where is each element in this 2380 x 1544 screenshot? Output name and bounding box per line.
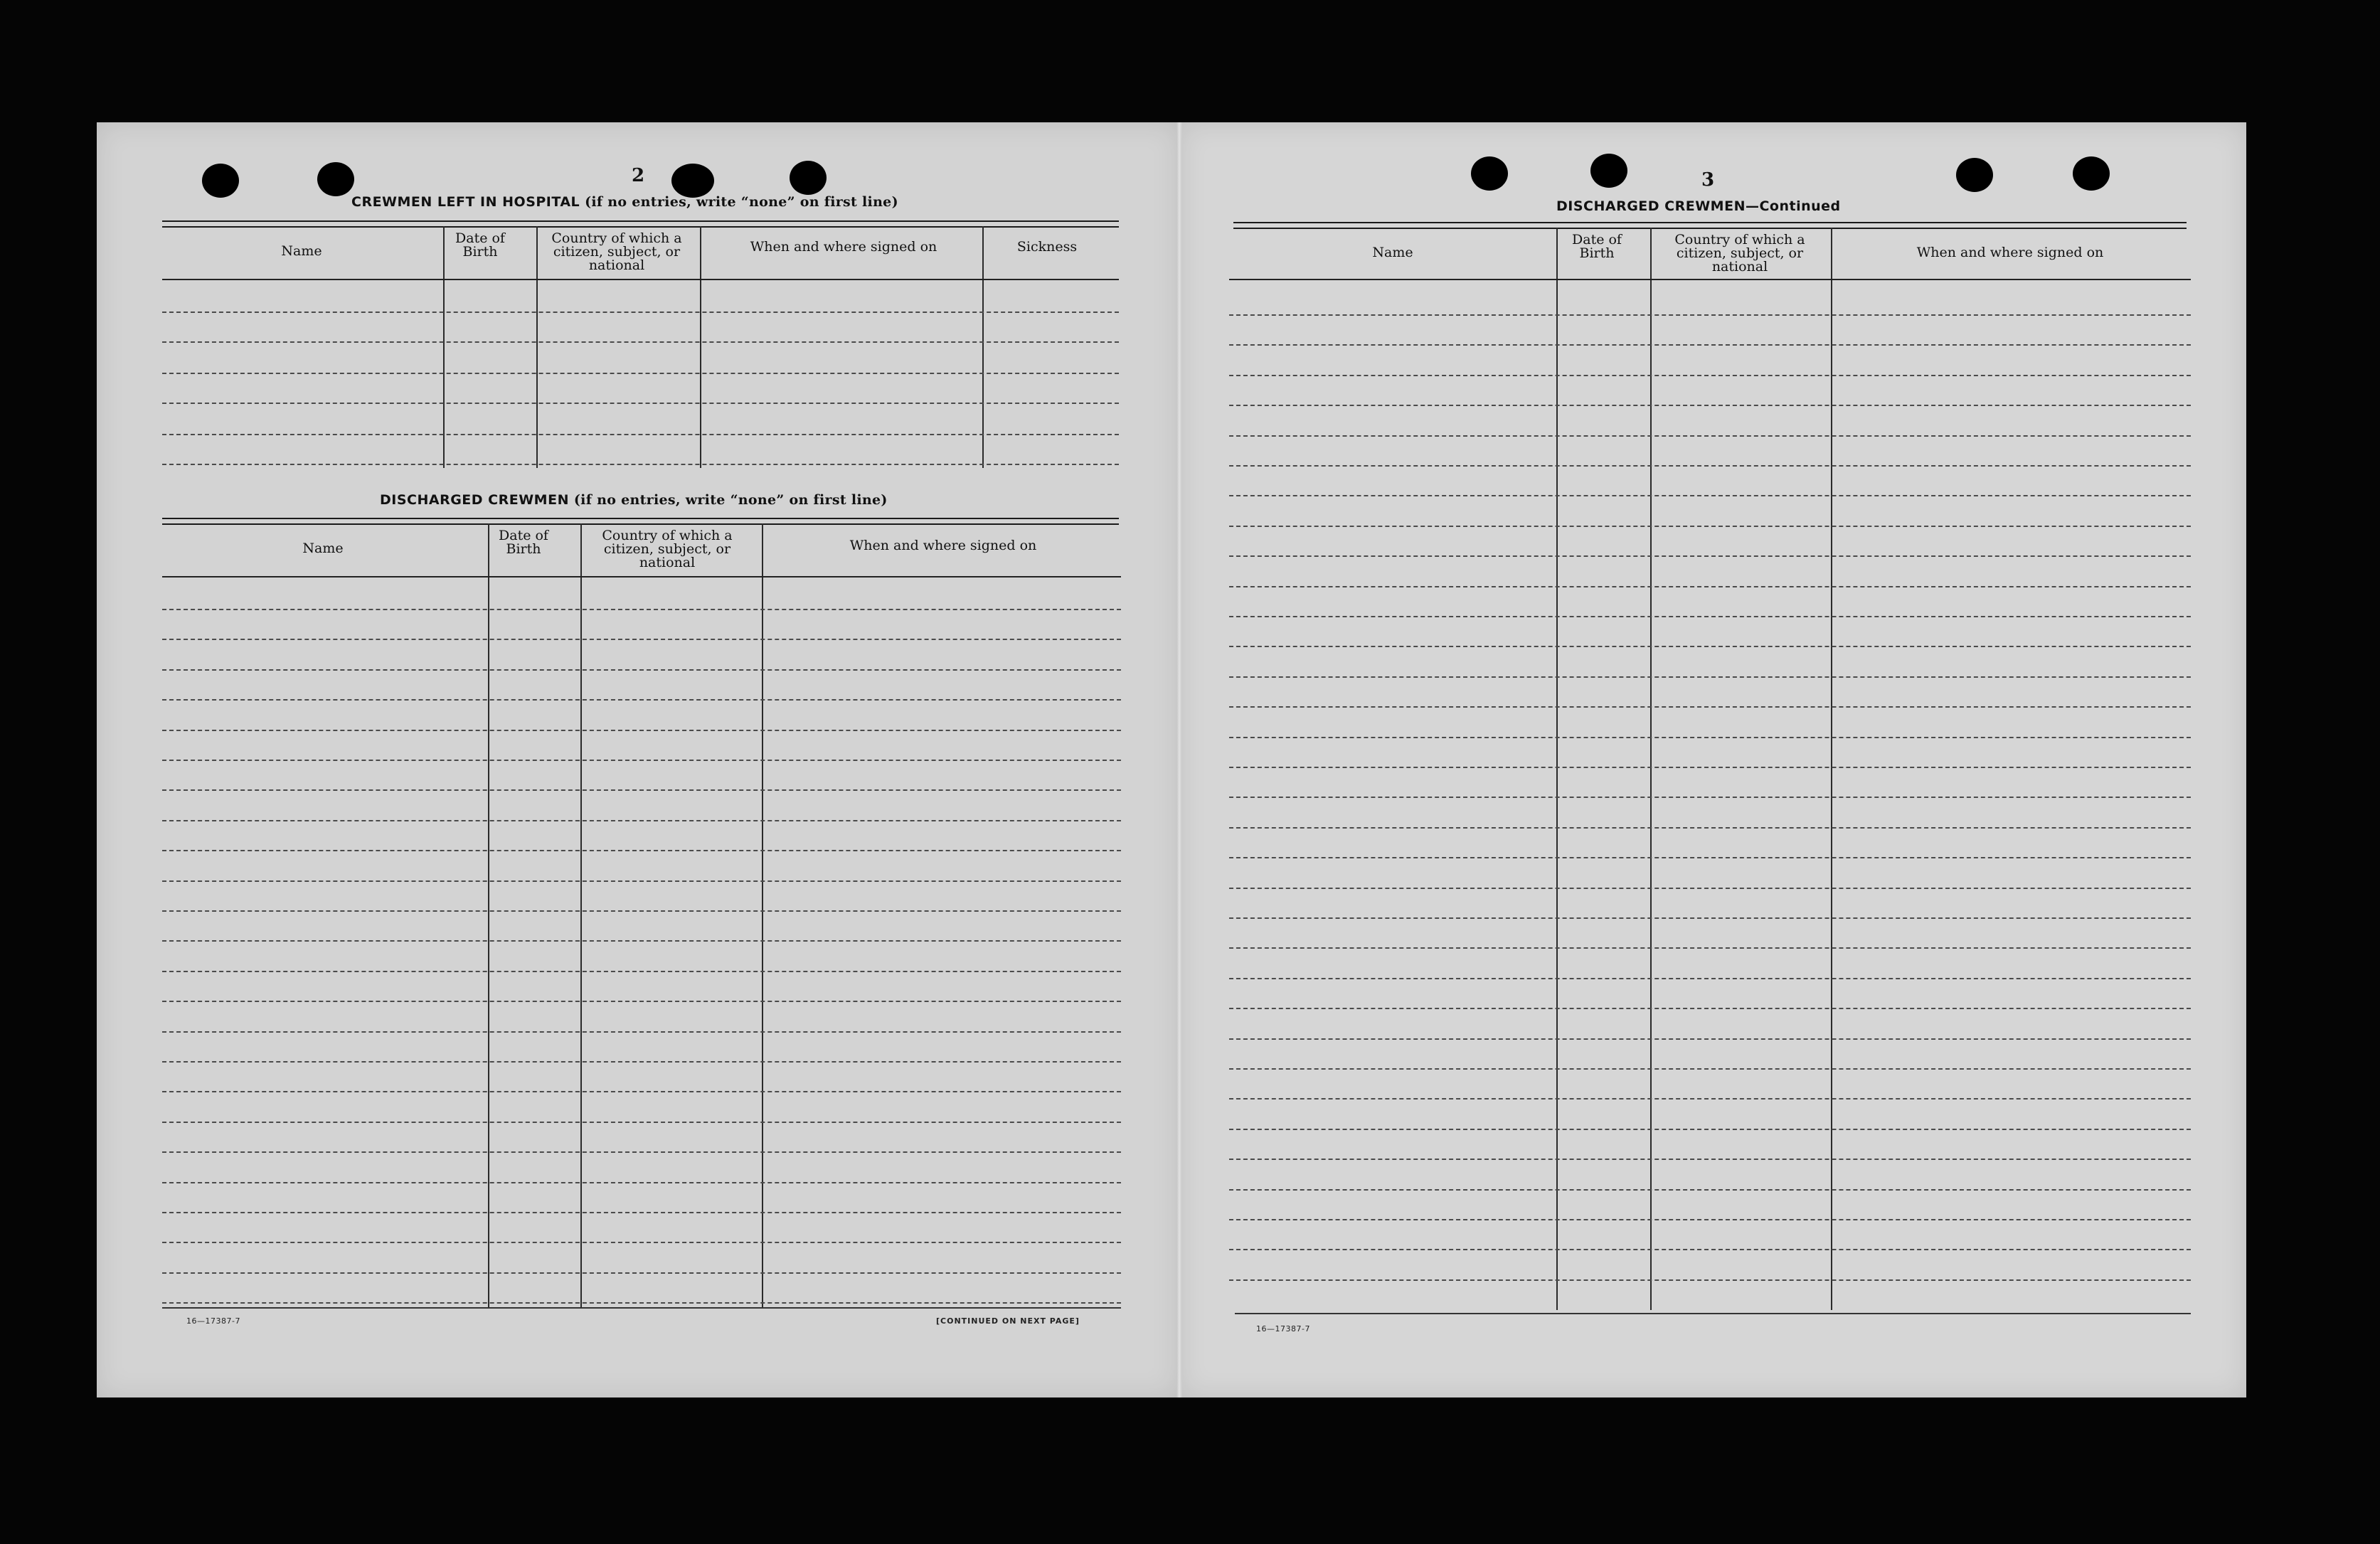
entry-line bbox=[1229, 797, 2191, 798]
entry-line bbox=[162, 1091, 1121, 1092]
entry-line bbox=[162, 1272, 1121, 1274]
entry-line bbox=[162, 730, 1121, 731]
entry-line bbox=[162, 464, 1119, 465]
entry-line bbox=[162, 1122, 1121, 1123]
entry-line bbox=[162, 312, 1119, 313]
punch-hole bbox=[671, 164, 714, 198]
entry-line bbox=[162, 850, 1121, 851]
entry-line bbox=[1229, 676, 2191, 678]
entry-line bbox=[1229, 737, 2191, 738]
continued-note: [CONTINUED ON NEXT PAGE] bbox=[936, 1316, 1080, 1326]
discharged-table bbox=[162, 523, 1121, 1307]
form-code: 16—17387-7 bbox=[186, 1316, 240, 1326]
entry-line bbox=[1229, 646, 2191, 647]
page-fold bbox=[1176, 122, 1182, 1397]
entry-line bbox=[1229, 555, 2191, 557]
entry-line bbox=[1229, 857, 2191, 858]
entry-line bbox=[162, 1151, 1121, 1153]
entry-line bbox=[1229, 1129, 2191, 1130]
col-country: Country of which a citizen, subject, or national bbox=[551, 230, 682, 273]
entry-line bbox=[1229, 917, 2191, 919]
entry-line bbox=[162, 669, 1121, 671]
left-bottom-rule bbox=[162, 1307, 1121, 1309]
entry-line bbox=[1229, 1159, 2191, 1160]
entry-line bbox=[162, 1031, 1121, 1033]
punch-hole bbox=[202, 164, 239, 198]
discharged-section-title bbox=[380, 492, 888, 508]
hospital-title-note: (if no entries, write “none” on first line) bbox=[585, 194, 898, 210]
continued-title-text: DISCHARGED CREWMEN—Continued bbox=[1556, 198, 1841, 214]
entry-line bbox=[1229, 767, 2191, 768]
entry-line bbox=[1229, 947, 2191, 949]
entry-line bbox=[1229, 1249, 2191, 1250]
entry-line bbox=[162, 341, 1119, 343]
col-divider bbox=[700, 226, 701, 468]
punch-hole bbox=[1471, 156, 1508, 191]
entry-line bbox=[1229, 888, 2191, 889]
entry-line bbox=[162, 1302, 1121, 1304]
col-divider bbox=[443, 226, 445, 468]
discharged-continued-title bbox=[1556, 198, 1841, 214]
entry-line bbox=[162, 910, 1121, 912]
entry-line bbox=[162, 760, 1121, 761]
col-divider bbox=[488, 523, 489, 1307]
col-date-of-birth: Date of Birth bbox=[1572, 232, 1622, 261]
entry-line bbox=[1229, 495, 2191, 496]
col-divider bbox=[1556, 228, 1558, 1310]
entry-line bbox=[1229, 1219, 2191, 1220]
entry-line bbox=[162, 820, 1121, 821]
entry-line bbox=[162, 971, 1121, 972]
entry-line bbox=[1229, 314, 2191, 316]
hospital-title-text: CREWMEN LEFT IN HOSPITAL bbox=[351, 194, 580, 210]
entry-line bbox=[1229, 465, 2191, 467]
entry-line bbox=[1229, 1038, 2191, 1040]
col-divider bbox=[1650, 228, 1652, 1310]
entry-line bbox=[1229, 344, 2191, 346]
col-when-where: When and where signed on bbox=[750, 239, 937, 255]
right-bottom-rule bbox=[1235, 1313, 2191, 1314]
entry-line bbox=[1229, 405, 2191, 406]
col-name: Name bbox=[302, 541, 344, 556]
hospital-section-title bbox=[351, 194, 898, 210]
entry-line bbox=[1229, 616, 2191, 617]
col-country: Country of which a citizen, subject, or national bbox=[602, 528, 733, 570]
entry-line bbox=[1229, 1008, 2191, 1009]
entry-line bbox=[1229, 526, 2191, 527]
entry-line bbox=[1229, 1189, 2191, 1191]
col-divider bbox=[982, 226, 984, 468]
discharged-continued-table bbox=[1229, 228, 2191, 1314]
col-when-where: When and where signed on bbox=[849, 538, 1037, 553]
entry-line bbox=[162, 1061, 1121, 1063]
punch-hole bbox=[317, 162, 354, 196]
entry-line bbox=[1229, 1098, 2191, 1100]
entry-line bbox=[162, 1242, 1121, 1243]
page-number: 3 bbox=[1701, 169, 1715, 191]
entry-line bbox=[1229, 586, 2191, 587]
entry-line bbox=[1229, 1279, 2191, 1281]
punch-hole bbox=[790, 161, 827, 195]
col-name: Name bbox=[1372, 245, 1413, 260]
entry-line bbox=[162, 1001, 1121, 1002]
entry-line bbox=[162, 880, 1121, 882]
col-divider bbox=[1831, 228, 1832, 1310]
col-divider bbox=[536, 226, 538, 468]
entry-line bbox=[162, 403, 1119, 404]
col-divider bbox=[580, 523, 582, 1307]
entry-line bbox=[1229, 706, 2191, 708]
entry-line bbox=[162, 1212, 1121, 1213]
header-rule bbox=[162, 576, 1121, 577]
entry-line bbox=[162, 434, 1119, 435]
entry-line bbox=[162, 789, 1121, 791]
entry-line bbox=[1229, 375, 2191, 376]
col-sickness: Sickness bbox=[1016, 239, 1078, 255]
header-rule bbox=[1229, 279, 2191, 280]
col-divider bbox=[762, 523, 763, 1307]
discharged-title-text: DISCHARGED CREWMEN bbox=[380, 492, 569, 508]
header-rule bbox=[162, 279, 1119, 280]
entry-line bbox=[1229, 435, 2191, 437]
entry-line bbox=[162, 639, 1121, 640]
entry-line bbox=[1229, 1068, 2191, 1070]
hospital-table bbox=[162, 226, 1119, 468]
col-date-of-birth: Date of Birth bbox=[499, 528, 548, 557]
col-date-of-birth: Date of Birth bbox=[455, 230, 505, 260]
entry-line bbox=[162, 940, 1121, 942]
col-name: Name bbox=[281, 243, 322, 259]
punch-hole bbox=[1590, 154, 1627, 188]
page-number: 2 bbox=[632, 165, 645, 186]
punch-hole bbox=[2073, 156, 2110, 191]
punch-hole bbox=[1956, 158, 1993, 192]
entry-line bbox=[162, 699, 1121, 701]
discharged-title-note: (if no entries, write “none” on first line) bbox=[573, 492, 888, 508]
entry-line bbox=[1229, 978, 2191, 979]
entry-line bbox=[162, 609, 1121, 610]
col-country: Country of which a citizen, subject, or national bbox=[1674, 232, 1805, 275]
entry-line bbox=[162, 373, 1119, 374]
form-code: 16—17387-7 bbox=[1256, 1324, 1310, 1333]
entry-line bbox=[1229, 827, 2191, 829]
col-when-where: When and where signed on bbox=[1916, 245, 2104, 260]
entry-line bbox=[162, 1182, 1121, 1183]
